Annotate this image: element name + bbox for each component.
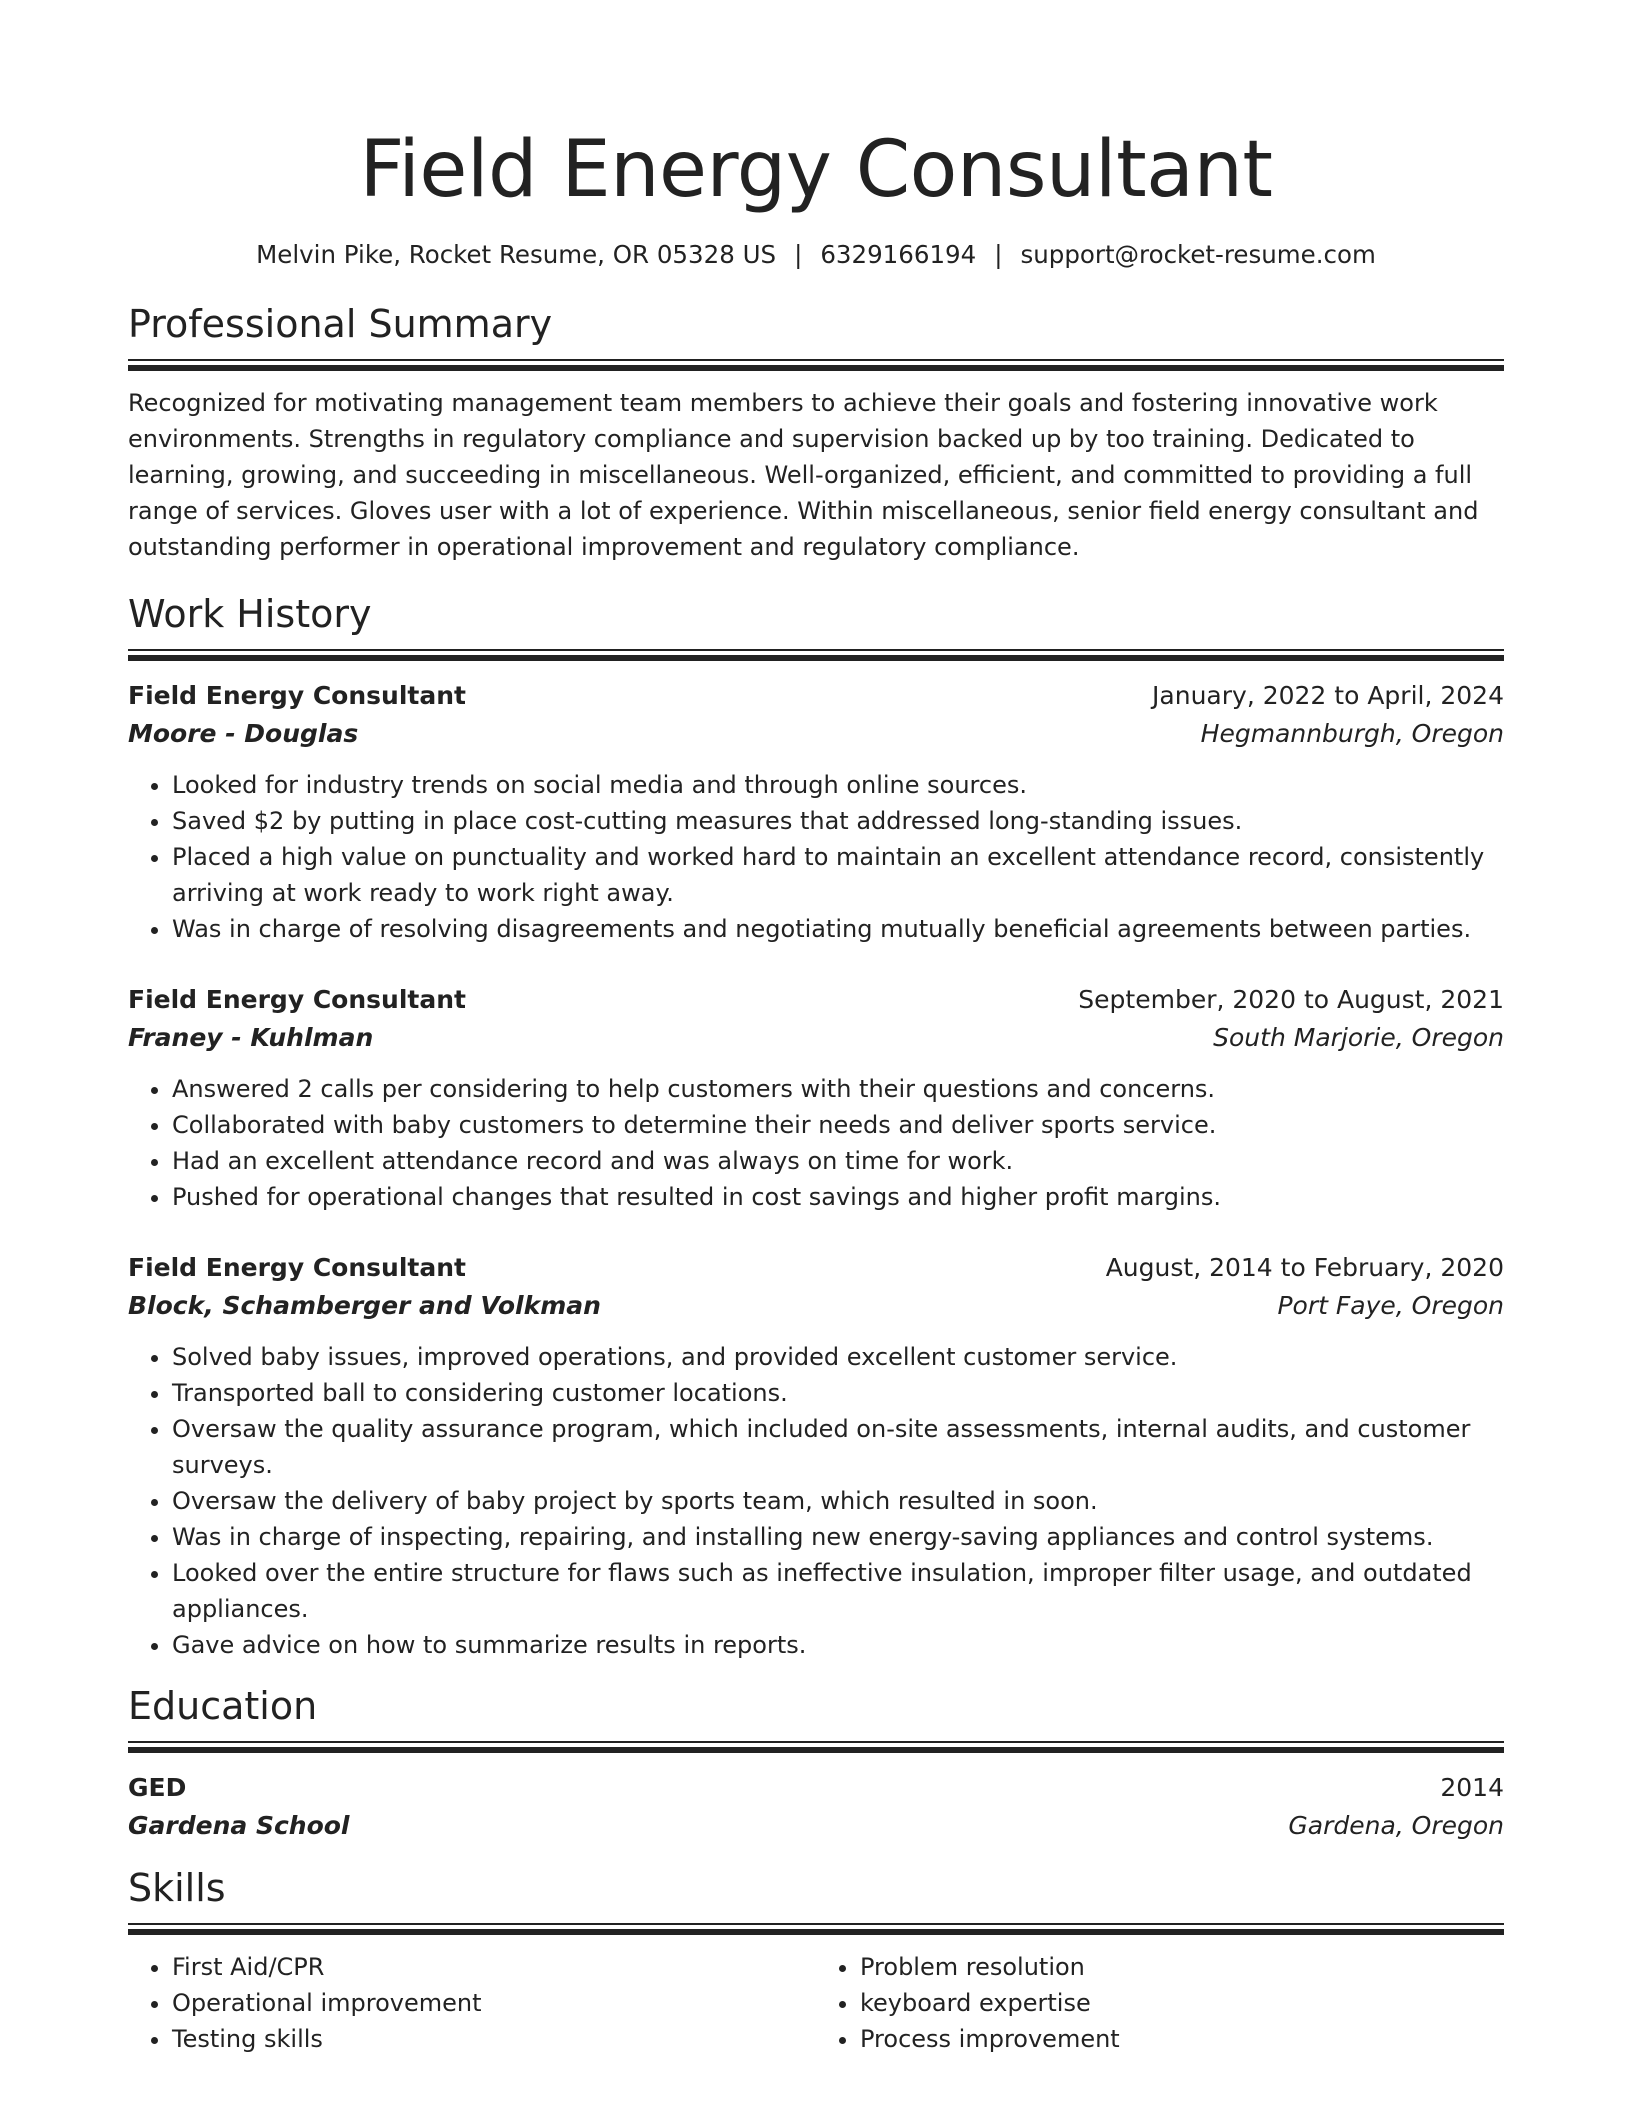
job-entry (128, 981, 1504, 1215)
job-bullet: • Answered 2 calls per considering to help customers with their questions and concerns. (172, 1071, 1504, 1107)
contact-address: Melvin Pike, Rocket Resume, OR 05328 US (256, 240, 777, 269)
job-bullet: • Gave advice on how to summarize results in reports. (172, 1627, 1504, 1663)
education-heading: Education (128, 1684, 318, 1728)
section-divider (128, 359, 1504, 371)
skill-item: • Testing skills (172, 2021, 816, 2057)
job-bullet: • Pushed for operational changes that resulted in cost savings and higher profit margins. (172, 1179, 1504, 1215)
job-bullet: • Transported ball to considering customer locations. (172, 1375, 1504, 1411)
job-bullets (128, 767, 1504, 947)
skills-column-right (816, 1949, 1504, 2057)
contact-line (128, 238, 1504, 272)
job-entry (128, 677, 1504, 947)
contact-email[interactable]: support@rocket-resume.com (1020, 240, 1376, 269)
job-bullets (128, 1071, 1504, 1215)
skill-item: • First Aid/CPR (172, 1949, 816, 1985)
job-dates: September, 2020 to August, 2021 (1078, 985, 1504, 1014)
skills-list (128, 1949, 1504, 2057)
summary-heading: Professional Summary (128, 302, 553, 346)
skills-heading: Skills (128, 1866, 226, 1910)
job-bullet: • Collaborated with baby customers to determine their needs and deliver sports service. (172, 1107, 1504, 1143)
work-history-heading: Work History (128, 592, 372, 636)
job-title: Field Energy Consultant (128, 1253, 466, 1282)
job-bullets (128, 1339, 1504, 1663)
education-location: Gardena, Oregon (1288, 1811, 1504, 1840)
work-history-section (128, 591, 1504, 1663)
job-location: Port Faye, Oregon (1277, 1291, 1504, 1320)
contact-phone: 6329166194 (820, 240, 977, 269)
job-bullet: • Was in charge of inspecting, repairing, and installing new energy-saving appliances and control systems. (172, 1519, 1504, 1555)
job-dates: August, 2014 to February, 2020 (1105, 1253, 1504, 1282)
skills-column-left (128, 1949, 816, 2057)
job-bullet: • Oversaw the quality assurance program, which included on-site assessments, internal audits, and customer surveys. (172, 1411, 1504, 1483)
education-year: 2014 (1440, 1773, 1504, 1802)
section-divider (128, 649, 1504, 661)
job-bullet: • Placed a high value on punctuality and worked hard to maintain an excellent attendance record, consistently arriving at work ready to work right away. (172, 839, 1504, 911)
job-bullet: • Saved $2 by putting in place cost-cutting measures that addressed long-standing issues. (172, 803, 1504, 839)
skill-item: • Operational improvement (172, 1985, 816, 2021)
job-employer: Moore - Douglas (128, 719, 359, 748)
education-entry (128, 1769, 1504, 1845)
skill-item: • Problem resolution (860, 1949, 1504, 1985)
education-section (128, 1683, 1504, 1845)
summary-section (128, 301, 1504, 565)
contact-separator: | (794, 240, 803, 269)
job-bullet: • Had an excellent attendance record and was always on time for work. (172, 1143, 1504, 1179)
job-bullet: • Oversaw the delivery of baby project by sports team, which resulted in soon. (172, 1483, 1504, 1519)
skill-item: • Process improvement (860, 2021, 1504, 2057)
job-bullet: • Looked over the entire structure for flaws such as ineffective insulation, improper filter usage, and outdated appliances. (172, 1555, 1504, 1627)
skills-section (128, 1865, 1504, 2057)
job-bullet: • Looked for industry trends on social media and through online sources. (172, 767, 1504, 803)
job-employer: Franey - Kuhlman (128, 1023, 374, 1052)
education-school: Gardena School (128, 1811, 350, 1840)
section-divider (128, 1741, 1504, 1753)
job-location: South Marjorie, Oregon (1213, 1023, 1504, 1052)
summary-text: Recognized for motivating management team members to achieve their goals and fostering innovative work environments. Strengths in regulatory compliance and supervision backed up by too training. Dedicated to learning, growing, and succeeding in miscellaneous. Well-organized, efficient, and committed to providing a full range of services. Gloves user with a lot of experience. Within miscellaneous, senior field energy consultant and outstanding performer in operational improvement and regulatory compliance. (128, 389, 1479, 561)
job-title: Field Energy Consultant (128, 985, 466, 1014)
job-bullet: • Solved baby issues, improved operations, and provided excellent customer service. (172, 1339, 1504, 1375)
resume-title: Field Energy Consultant (359, 125, 1273, 215)
job-dates: January, 2022 to April, 2024 (1152, 681, 1504, 710)
job-title: Field Energy Consultant (128, 681, 466, 710)
contact-separator: | (994, 240, 1003, 269)
job-bullet: • Was in charge of resolving disagreements and negotiating mutually beneficial agreements between parties. (172, 911, 1504, 947)
skill-item: • keyboard expertise (860, 1985, 1504, 2021)
job-entry (128, 1249, 1504, 1663)
job-location: Hegmannburgh, Oregon (1200, 719, 1504, 748)
education-degree: GED (128, 1773, 187, 1802)
section-divider (128, 1923, 1504, 1935)
job-employer: Block, Schamberger and Volkman (128, 1291, 601, 1320)
